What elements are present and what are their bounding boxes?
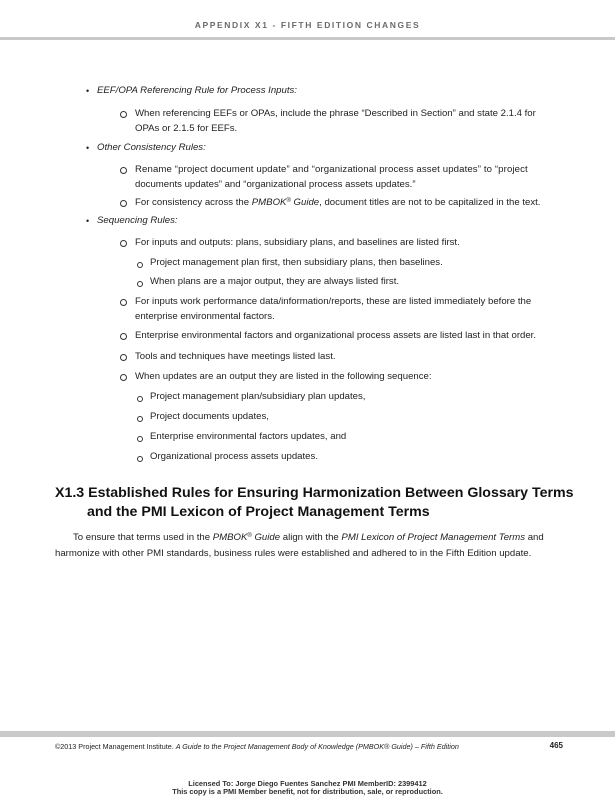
header-divider — [0, 37, 615, 40]
consistency-item2: For consistency across the PMBOK® Guide, document titles are not to be capitalized in the text. — [135, 197, 541, 208]
bullet-eef-title: EEF/OPA Referencing Rule for Process Inputs: — [97, 85, 297, 96]
sequencing-item3: Enterprise environmental factors and organizational process assets are listed last in that order. — [135, 330, 537, 341]
section-title-line1: Established Rules for Ensuring Harmonization Between Glossary Terms — [88, 485, 574, 501]
circle-bullet-icon — [120, 333, 127, 340]
sequencing-item5-sub1: Project management plan/subsidiary plan updates, — [150, 391, 366, 402]
sequencing-item5-sub3: Enterprise environmental factors updates, and — [150, 431, 347, 442]
small-circle-bullet-icon — [137, 396, 143, 402]
bullet-dot-icon: • — [86, 216, 90, 226]
circle-bullet-icon — [120, 299, 127, 306]
running-header: APPENDIX X1 - FIFTH EDITION CHANGES — [194, 20, 421, 30]
small-circle-bullet-icon — [137, 456, 143, 462]
footer-citation: ©2013 Project Management Institute. A Guide to the Project Management Body of Knowledge (PMBOK® Guide) – Fifth Edition — [55, 742, 459, 751]
eef-item-line1: When referencing EEFs or OPAs, include the phrase “Described in Section” and state 2.1.4 for — [135, 108, 536, 119]
section-paragraph-line2: harmonize with other PMI standards, business rules were established and adhered to in the Fifth Edition update. — [55, 548, 532, 559]
circle-bullet-icon — [120, 374, 127, 381]
circle-bullet-icon — [120, 200, 127, 207]
sequencing-item5-sub2: Project documents updates, — [150, 411, 269, 422]
bullet-dot-icon: • — [86, 86, 90, 96]
small-circle-bullet-icon — [137, 281, 143, 287]
section-title-line2: and the PMI Lexicon of Project Management Terms — [87, 504, 430, 520]
sequencing-item1: For inputs and outputs: plans, subsidiary plans, and baselines are listed first. — [135, 237, 460, 248]
header-bar — [0, 0, 615, 38]
sequencing-item1-sub2: When plans are a major output, they are always listed first. — [150, 276, 400, 287]
sequencing-item2-line2: enterprise environmental factors. — [135, 311, 275, 322]
consistency-item1-line2: documents updates” and “organizational process assets updates.” — [135, 179, 416, 190]
sequencing-item5: When updates are an output they are listed in the following sequence: — [135, 371, 432, 382]
eef-item-line2: OPAs or 2.1.5 for EEFs. — [135, 123, 238, 134]
small-circle-bullet-icon — [137, 262, 143, 268]
license-line1: Licensed To: Jorge Diego Fuentes Sanchez PMI MemberID: 2399412 — [188, 779, 427, 788]
license-line2: This copy is a PMI Member benefit, not for distribution, sale, or reproduction. — [172, 787, 443, 796]
section-paragraph-line1: To ensure that terms used in the PMBOK® Guide align with the PMI Lexicon of Project Management Terms and — [73, 532, 544, 543]
small-circle-bullet-icon — [137, 436, 143, 442]
sequencing-item1-sub1: Project management plan first, then subsidiary plans, then baselines. — [150, 257, 443, 268]
sequencing-item4: Tools and techniques have meetings listed last. — [135, 351, 336, 362]
bullet-dot-icon: • — [86, 143, 90, 153]
circle-bullet-icon — [120, 111, 127, 118]
page-number: 465 — [549, 741, 563, 750]
circle-bullet-icon — [120, 354, 127, 361]
circle-bullet-icon — [120, 240, 127, 247]
sequencing-item5-sub4: Organizational process assets updates. — [150, 451, 318, 462]
sequencing-item2-line1: For inputs work performance data/information/reports, these are listed immediately before the — [135, 296, 532, 307]
circle-bullet-icon — [120, 167, 127, 174]
footer-divider — [0, 731, 615, 737]
consistency-item1-line1: Rename “project document update” and “organizational process asset updates” to “project — [135, 164, 528, 175]
section-heading — [55, 485, 574, 502]
small-circle-bullet-icon — [137, 416, 143, 422]
section-number: X1.3 — [55, 485, 85, 501]
bullet-sequencing-title: Sequencing Rules: — [97, 215, 178, 226]
bullet-consistency-title: Other Consistency Rules: — [97, 142, 206, 153]
